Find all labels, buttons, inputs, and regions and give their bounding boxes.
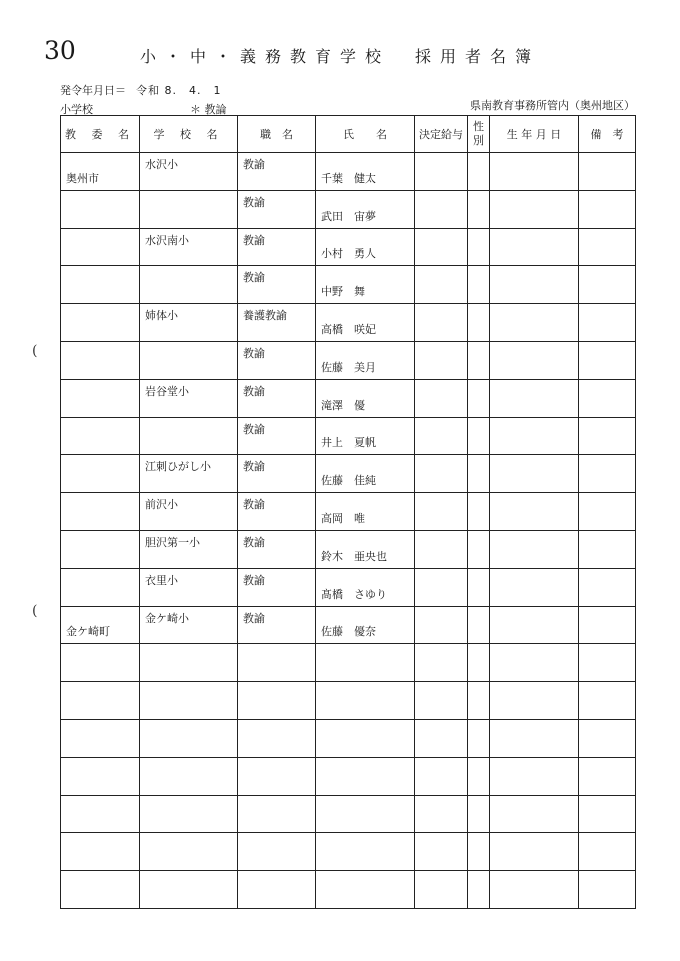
board-cell-text: 金ケ崎町 [66, 625, 110, 639]
gender-cell [468, 266, 490, 304]
gender-cell [468, 228, 490, 266]
salary-cell [415, 833, 468, 871]
gender-cell [468, 153, 490, 191]
birth-date-cell [490, 530, 579, 568]
board-cell [61, 757, 140, 795]
title-cell [238, 757, 316, 795]
salary-cell [415, 493, 468, 531]
title-cell-text: 教諭 [243, 158, 265, 171]
school-cell-text: 衣里小 [145, 573, 178, 587]
board-cell [61, 228, 140, 266]
salary-cell [415, 417, 468, 455]
name-cell-text: 高橋 咲妃 [321, 322, 376, 336]
table-row [61, 190, 636, 228]
name-cell [316, 682, 415, 720]
title-cell [238, 455, 316, 493]
birth-date-cell [490, 757, 579, 795]
gender-cell [468, 606, 490, 644]
name-cell-text: 高岡 唯 [321, 511, 365, 525]
school-cell [140, 833, 238, 871]
board-cell [61, 871, 140, 909]
district-label: 県南教育事務所管内（奥州地区） [470, 99, 635, 112]
gender-cell [468, 568, 490, 606]
table-row [61, 757, 636, 795]
birth-date-cell [490, 719, 579, 757]
salary-cell [415, 153, 468, 191]
salary-cell [415, 530, 468, 568]
school-cell [140, 153, 238, 191]
board-cell [61, 606, 140, 644]
gender-cell [468, 493, 490, 531]
gender-cell [468, 644, 490, 682]
salary-cell [415, 644, 468, 682]
table-row [61, 682, 636, 720]
margin-bracket-mark: ( [32, 343, 38, 359]
name-cell [316, 304, 415, 342]
board-cell [61, 644, 140, 682]
board-cell [61, 530, 140, 568]
remarks-cell [579, 379, 636, 417]
school-cell [140, 304, 238, 342]
salary-cell [415, 341, 468, 379]
roster-body [61, 153, 636, 909]
name-cell-text: 佐藤 優奈 [321, 625, 376, 639]
table-row [61, 833, 636, 871]
gender-cell [468, 341, 490, 379]
table-row [61, 530, 636, 568]
title-cell [238, 266, 316, 304]
gender-cell [468, 455, 490, 493]
birth-date-cell [490, 341, 579, 379]
salary-cell [415, 682, 468, 720]
gender-cell [468, 757, 490, 795]
school-cell [140, 871, 238, 909]
name-cell-text: 小村 勇人 [321, 247, 376, 261]
birth-date-cell [490, 304, 579, 342]
appointee-roster-table [60, 115, 636, 909]
gender-cell [468, 795, 490, 833]
school-cell-text: 江刺ひがし小 [145, 460, 211, 474]
gender-cell [468, 304, 490, 342]
name-cell [316, 719, 415, 757]
school-cell [140, 341, 238, 379]
title-cell [238, 682, 316, 720]
table-row [61, 153, 636, 191]
salary-cell [415, 379, 468, 417]
remarks-cell [579, 568, 636, 606]
header-name: 氏 名 [316, 116, 415, 153]
board-cell [61, 417, 140, 455]
table-row [61, 304, 636, 342]
school-cell [140, 493, 238, 531]
board-cell-text: 奥州市 [66, 171, 99, 185]
salary-cell [415, 606, 468, 644]
header-title: 職 名 [238, 116, 316, 153]
header-board: 教 委 名 [61, 116, 140, 153]
title-cell-text: 教諭 [243, 611, 265, 625]
board-cell [61, 493, 140, 531]
salary-cell [415, 304, 468, 342]
birth-date-cell [490, 379, 579, 417]
board-cell [61, 682, 140, 720]
gender-cell [468, 871, 490, 909]
name-cell [316, 493, 415, 531]
board-cell [61, 379, 140, 417]
name-cell-text: 武田 宙夢 [321, 209, 376, 223]
title-cell [238, 417, 316, 455]
board-cell [61, 341, 140, 379]
name-cell-text: 鈴木 亜央也 [321, 549, 387, 563]
title-cell [238, 379, 316, 417]
title-cell-text: 教諭 [243, 535, 265, 549]
title-cell-text: 教諭 [243, 422, 265, 436]
board-cell [61, 833, 140, 871]
birth-date-cell [490, 606, 579, 644]
school-cell [140, 417, 238, 455]
remarks-cell [579, 871, 636, 909]
remarks-cell [579, 757, 636, 795]
salary-cell [415, 568, 468, 606]
margin-bracket-mark: ( [32, 603, 38, 619]
name-cell [316, 833, 415, 871]
school-cell [140, 719, 238, 757]
remarks-cell [579, 682, 636, 720]
title-cell [238, 341, 316, 379]
table-row [61, 228, 636, 266]
school-cell-text: 水沢南小 [145, 233, 189, 247]
school-cell-text: 前沢小 [145, 498, 178, 512]
title-cell-text: 養護教諭 [243, 309, 287, 323]
title-cell [238, 304, 316, 342]
gender-cell [468, 833, 490, 871]
name-cell [316, 530, 415, 568]
table-row [61, 379, 636, 417]
title-cell-text: 教諭 [243, 233, 265, 247]
title-cell [238, 833, 316, 871]
salary-cell [415, 871, 468, 909]
birth-date-cell [490, 493, 579, 531]
birth-date-cell [490, 568, 579, 606]
remarks-cell [579, 455, 636, 493]
title-cell-text: 教諭 [243, 384, 265, 398]
remarks-cell [579, 228, 636, 266]
title-cell-text: 教諭 [243, 195, 265, 209]
header-gender: 性別 [468, 116, 490, 153]
school-cell-text: 姉体小 [145, 309, 178, 323]
remarks-cell [579, 493, 636, 531]
board-cell [61, 266, 140, 304]
name-cell [316, 455, 415, 493]
school-cell [140, 190, 238, 228]
page-number: 30 [44, 36, 76, 65]
salary-cell [415, 190, 468, 228]
table-header-row [61, 116, 636, 153]
name-cell [316, 606, 415, 644]
title-cell [238, 644, 316, 682]
school-cell [140, 228, 238, 266]
position-note: ＊ 教論 [190, 103, 227, 116]
school-cell-text: 水沢小 [145, 158, 178, 171]
remarks-cell [579, 341, 636, 379]
birth-date-cell [490, 833, 579, 871]
remarks-cell [579, 530, 636, 568]
title-cell [238, 568, 316, 606]
salary-cell [415, 795, 468, 833]
school-cell [140, 644, 238, 682]
board-cell [61, 719, 140, 757]
title-cell [238, 190, 316, 228]
table-row [61, 568, 636, 606]
name-cell [316, 153, 415, 191]
remarks-cell [579, 795, 636, 833]
school-cell [140, 757, 238, 795]
school-cell [140, 266, 238, 304]
name-cell [316, 417, 415, 455]
title-cell-text: 教諭 [243, 498, 265, 512]
name-cell-text: 千葉 健太 [321, 171, 376, 185]
title-cell [238, 493, 316, 531]
title-cell-text: 教諭 [243, 346, 265, 360]
board-cell [61, 568, 140, 606]
salary-cell [415, 455, 468, 493]
salary-cell [415, 719, 468, 757]
title-cell [238, 871, 316, 909]
document-title: 小・中・義務教育学校 採用者名簿 [139, 47, 540, 66]
school-cell [140, 795, 238, 833]
title-cell [238, 228, 316, 266]
birth-date-cell [490, 871, 579, 909]
table-row [61, 266, 636, 304]
remarks-cell [579, 833, 636, 871]
birth-date-cell [490, 455, 579, 493]
school-cell [140, 568, 238, 606]
gender-cell [468, 682, 490, 720]
gender-cell [468, 379, 490, 417]
header-birth-date: 生 年 月 日 [490, 116, 579, 153]
gender-cell [468, 530, 490, 568]
header-school: 学 校 名 [140, 116, 238, 153]
gender-cell [468, 719, 490, 757]
remarks-cell [579, 190, 636, 228]
table-row [61, 606, 636, 644]
school-cell-text: 岩谷堂小 [145, 384, 189, 398]
salary-cell [415, 266, 468, 304]
school-cell-text: 金ケ崎小 [145, 611, 189, 625]
table-row [61, 417, 636, 455]
name-cell [316, 190, 415, 228]
name-cell-text: 佐藤 美月 [321, 360, 376, 374]
title-cell [238, 153, 316, 191]
board-cell [61, 190, 140, 228]
gender-cell [468, 190, 490, 228]
remarks-cell [579, 606, 636, 644]
school-cell [140, 455, 238, 493]
name-cell-text: 滝澤 優 [321, 398, 365, 412]
name-cell [316, 379, 415, 417]
title-cell-text: 教諭 [243, 573, 265, 587]
name-cell [316, 266, 415, 304]
table-row [61, 871, 636, 909]
table-row [61, 795, 636, 833]
title-cell [238, 606, 316, 644]
name-cell-text: 佐藤 佳純 [321, 474, 376, 488]
title-cell-text: 教諭 [243, 271, 265, 285]
name-cell-text: 井上 夏帆 [321, 436, 376, 450]
table-row [61, 455, 636, 493]
school-cell [140, 530, 238, 568]
title-cell [238, 795, 316, 833]
birth-date-cell [490, 228, 579, 266]
salary-cell [415, 757, 468, 795]
table-row [61, 493, 636, 531]
birth-date-cell [490, 266, 579, 304]
name-cell [316, 795, 415, 833]
school-cell [140, 606, 238, 644]
school-cell [140, 379, 238, 417]
birth-date-cell [490, 795, 579, 833]
school-cell-text: 胆沢第一小 [145, 535, 200, 549]
remarks-cell [579, 644, 636, 682]
header-salary: 決定給与 [415, 116, 468, 153]
remarks-cell [579, 719, 636, 757]
board-cell [61, 455, 140, 493]
title-cell [238, 530, 316, 568]
birth-date-cell [490, 682, 579, 720]
name-cell [316, 568, 415, 606]
board-cell [61, 153, 140, 191]
issue-date-line [60, 82, 222, 98]
school-cell [140, 682, 238, 720]
remarks-cell [579, 153, 636, 191]
issue-date-label: 発令年月日＝ [60, 84, 126, 97]
school-type-label: 小学校 [60, 103, 93, 116]
name-cell [316, 871, 415, 909]
gender-cell [468, 417, 490, 455]
birth-date-cell [490, 190, 579, 228]
name-cell-text: 髙橋 さゆり [321, 587, 387, 601]
name-cell-text: 中野 舞 [321, 285, 365, 299]
birth-date-cell [490, 417, 579, 455]
name-cell [316, 757, 415, 795]
board-cell [61, 795, 140, 833]
title-cell-text: 教諭 [243, 460, 265, 474]
name-cell [316, 341, 415, 379]
birth-date-cell [490, 644, 579, 682]
remarks-cell [579, 417, 636, 455]
salary-cell [415, 228, 468, 266]
remarks-cell [579, 304, 636, 342]
table-row [61, 341, 636, 379]
table-row [61, 719, 636, 757]
issue-date-value: 令和 8. 4. 1 [136, 84, 222, 97]
table-row [61, 644, 636, 682]
header-remarks: 備 考 [579, 116, 636, 153]
birth-date-cell [490, 153, 579, 191]
title-cell [238, 719, 316, 757]
name-cell [316, 644, 415, 682]
remarks-cell [579, 266, 636, 304]
board-cell [61, 304, 140, 342]
name-cell [316, 228, 415, 266]
